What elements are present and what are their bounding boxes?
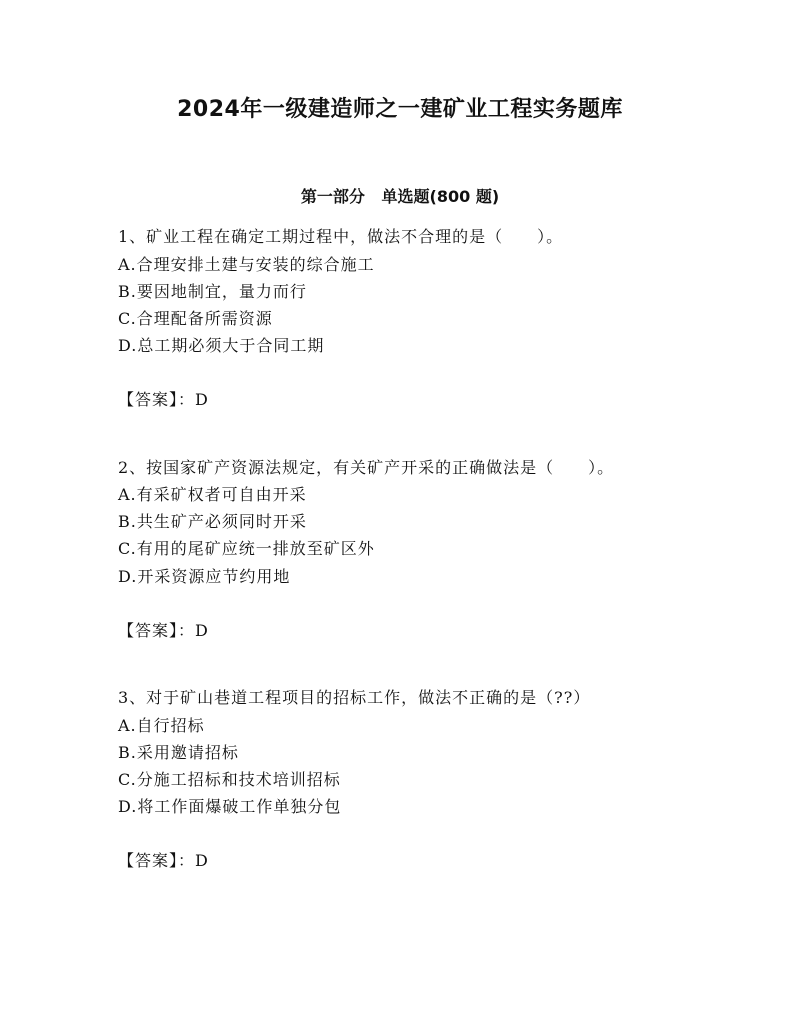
question-stem: 3、对于矿山巷道工程项目的招标工作，做法不正确的是（??）	[118, 688, 591, 707]
option-d: D.总工期必须大于合同工期	[118, 336, 325, 355]
option-d: D.开采资源应节约用地	[118, 567, 291, 586]
option-a: A.自行招标	[118, 716, 205, 735]
option-a: A.合理安排土建与安装的综合施工	[118, 255, 375, 274]
section-heading: 第一部分 单选题(800 题)	[300, 187, 500, 206]
option-c: C.有用的尾矿应统一排放至矿区外	[118, 539, 375, 558]
document-title: 2024年一级建造师之一建矿业工程实务题库	[177, 97, 623, 122]
option-b: B.采用邀请招标	[118, 743, 239, 762]
answer-label: 【答案】：D	[118, 851, 209, 870]
option-b: B.要因地制宜，量力而行	[118, 282, 307, 301]
option-b: B.共生矿产必须同时开采	[118, 512, 307, 531]
option-c: C.合理配备所需资源	[118, 309, 273, 328]
question-stem: 2、按国家矿产资源法规定，有关矿产开采的正确做法是（ ）。	[118, 458, 615, 477]
option-c: C.分施工招标和技术培训招标	[118, 770, 341, 789]
option-a: A.有采矿权者可自由开采	[118, 485, 307, 504]
question-stem: 1、矿业工程在确定工期过程中，做法不合理的是（ ）。	[118, 227, 564, 246]
answer-label: 【答案】：D	[118, 621, 209, 640]
option-d: D.将工作面爆破工作单独分包	[118, 797, 342, 816]
answer-label: 【答案】：D	[118, 390, 209, 409]
